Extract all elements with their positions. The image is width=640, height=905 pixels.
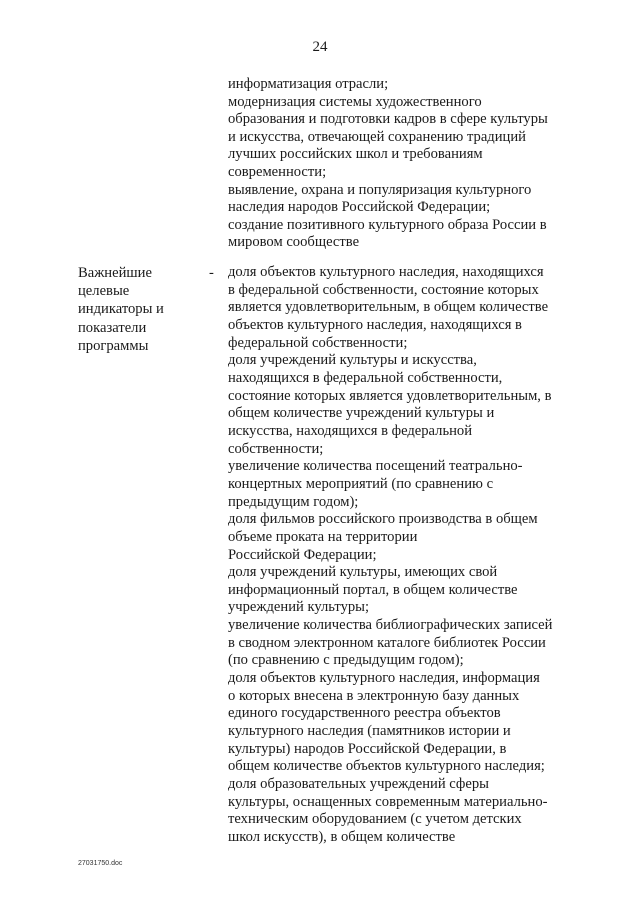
text-line: предыдущим годом);: [228, 493, 359, 510]
text-line: модернизация системы художественного: [228, 93, 482, 110]
text-line: федеральной собственности;: [228, 334, 408, 351]
text-line: наследия народов Российской Федерации;: [228, 199, 491, 216]
label-line: Важнейшие: [78, 265, 152, 281]
text-line: общем количестве учреждений культуры и: [228, 405, 495, 422]
text-line: культурного наследия (памятников истории и: [228, 723, 511, 740]
text-line: учреждений культуры;: [228, 599, 370, 616]
text-line: мировом сообществе: [228, 234, 360, 251]
text-line: доля учреждений культуры, имеющих свой: [228, 564, 498, 581]
indicators-section-label: [78, 264, 198, 355]
indicators-section-content: [228, 264, 568, 847]
text-line: образования и подготовки кадров в сфере культуры: [228, 111, 548, 128]
text-line: является удовлетворительным, в общем количестве: [228, 299, 549, 316]
text-line: общем количестве объектов культурного наследия;: [228, 758, 545, 775]
text-line: находящихся в федеральной собственности,: [228, 369, 503, 386]
text-line: доля объектов культурного наследия, находящихся: [228, 264, 544, 280]
text-line: и искусства, отвечающей сохранению традиций: [228, 128, 526, 145]
text-line: состояние которых является удовлетворительным, в: [228, 387, 552, 404]
label-line: индикаторы и: [78, 301, 164, 318]
text-line: доля фильмов российского производства в общем: [228, 511, 538, 528]
section-dash: -: [209, 265, 214, 281]
text-line: доля учреждений культуры и искусства,: [228, 352, 477, 369]
text-line: информатизация отрасли;: [228, 76, 389, 92]
text-line: Российской Федерации;: [228, 546, 377, 563]
label-line: программы: [78, 337, 149, 354]
text-line: лучших российских школ и требованиям: [228, 146, 483, 163]
text-line: единого государственного реестра объектов: [228, 705, 501, 722]
text-line: культуры, оснащенных современным материально-: [228, 793, 548, 810]
label-line: целевые: [78, 283, 130, 300]
text-line: информационный портал, в общем количестве: [228, 581, 518, 598]
text-line: школ искусств), в общем количестве: [228, 829, 456, 845]
objectives-continued-text: [228, 76, 568, 252]
text-line: культуры) народов Российской Федерации, в: [228, 740, 507, 757]
text-line: доля образовательных учреждений сферы: [228, 776, 489, 793]
text-line: создание позитивного культурного образа России в: [228, 216, 547, 233]
text-line: современности;: [228, 163, 327, 180]
text-line: (по сравнению с предыдущим годом);: [228, 652, 464, 669]
text-line: доля объектов культурного наследия, информация: [228, 670, 540, 687]
text-line: увеличение количества посещений театрально-: [228, 458, 523, 475]
document-filename-footer: 27031750.doc: [78, 860, 123, 867]
text-line: увеличение количества библиографических записей: [228, 617, 553, 634]
text-line: собственности;: [228, 440, 324, 457]
text-line: объеме проката на территории: [228, 528, 418, 545]
text-line: в сводном электронном каталоге библиотек России: [228, 634, 546, 651]
text-line: техническим оборудованием (с учетом детских: [228, 811, 522, 828]
text-line: объектов культурного наследия, находящихся в: [228, 316, 522, 333]
text-line: в федеральной собственности, состояние которых: [228, 281, 539, 298]
page-number: 24: [312, 39, 328, 55]
text-line: о которых внесена в электронную базу данных: [228, 687, 520, 704]
text-line: искусства, находящихся в федеральной: [228, 422, 473, 439]
text-line: выявление, охрана и популяризация культурного: [228, 181, 532, 198]
label-line: показатели: [78, 319, 147, 336]
text-line: концертных мероприятий (по сравнению с: [228, 475, 494, 492]
